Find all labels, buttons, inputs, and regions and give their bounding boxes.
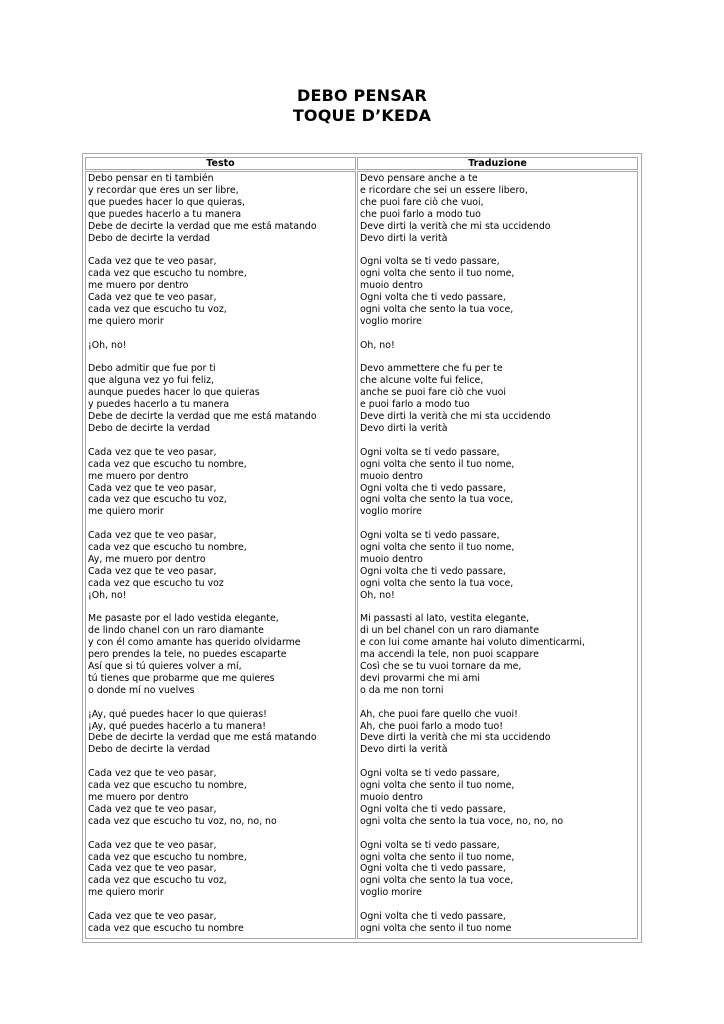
original-line: Cada vez que te veo pasar, (88, 863, 217, 875)
original-stanza (88, 613, 353, 696)
translation-line: Devo dirti la verità (360, 232, 448, 244)
translation-line: muoio dentro (360, 470, 423, 482)
original-line: Cada vez que te veo pasar, (88, 530, 217, 542)
translation-line: Deve dirti la verità che mi sta uccidendo (360, 732, 551, 744)
original-line: ¡Ay, qué puedes hacerlo a tu manera! (88, 720, 266, 732)
original-line: Debe de decirte la verdad que me está matando (88, 732, 317, 744)
original-line: y puedes hacerlo a tu manera (88, 399, 230, 411)
original-line: Cada vez que te veo pasar, (88, 446, 217, 458)
translation-line: Ogni volta che ti vedo passare, (360, 863, 506, 875)
original-line: que puedes hacerlo a tu manera (88, 208, 242, 220)
translation-line: che puoi fare ciò che vuoi, (360, 196, 484, 208)
translation-line: ogni volta che sento la tua voce, no, no, no (360, 815, 564, 827)
original-line: me muero por dentro (88, 470, 189, 482)
original-line: pero prendes la tele, no puedes escaparte (88, 649, 287, 661)
original-line: ¡Oh, no! (88, 589, 127, 601)
original-line: aunque puedes hacer lo que quieras (88, 387, 260, 399)
original-line: cada vez que escucho tu nombre, (88, 458, 247, 470)
column-header-traduzione: Traduzione (357, 157, 638, 170)
translation-line: che puoi farlo a modo tuo (360, 208, 481, 220)
translation-line: Ogni volta che ti vedo passare, (360, 803, 506, 815)
original-line: Debe de decirte la verdad que me está matando (88, 220, 317, 232)
original-line: Debe de decirte la verdad que me está matando (88, 411, 317, 423)
translation-line: Ogni volta se ti vedo passare, (360, 768, 500, 780)
original-line: cada vez que escucho tu voz, (88, 303, 227, 315)
original-line: Cada vez que te veo pasar, (88, 292, 217, 304)
translation-line: che alcune volte fui felice, (360, 375, 484, 387)
original-line: cada vez que escucho tu voz, (88, 875, 227, 887)
original-line: que puedes hacer lo que quieras, (88, 196, 246, 208)
original-line: Me pasaste por el lado vestida elegante, (88, 613, 279, 625)
original-line: Cada vez que te veo pasar, (88, 839, 217, 851)
translation-lyrics-column (357, 171, 638, 939)
translation-line: Ogni volta se ti vedo passare, (360, 839, 500, 851)
original-line: Ay, me muero por dentro (88, 553, 206, 565)
original-line: Cada vez que te veo pasar, (88, 256, 217, 268)
translation-line: Devo pensare anche a te (360, 173, 478, 184)
original-stanza (88, 256, 353, 327)
translation-line: Così che se tu vuoi tornare da me, (360, 661, 522, 673)
translation-line: Ogni volta che ti vedo passare, (360, 292, 506, 304)
translation-line: voglio morire (360, 315, 422, 327)
translation-line: di un bel chanel con un raro diamante (360, 625, 540, 637)
translation-line: ogni volta che sento il tuo nome, (360, 542, 515, 554)
translation-line: ogni volta che sento il tuo nome, (360, 780, 515, 792)
original-line: cada vez que escucho tu nombre, (88, 851, 247, 863)
original-line: me quiero morir (88, 506, 164, 518)
original-line: Cada vez que te veo pasar, (88, 803, 217, 815)
translation-line: Mi passasti al lato, vestita elegante, (360, 613, 530, 625)
original-line: me quiero morir (88, 887, 164, 899)
translation-line: anche se puoi fare ciò che vuoi (360, 387, 506, 399)
translation-stanza (360, 840, 635, 900)
translation-line: muoio dentro (360, 280, 423, 292)
translation-stanza (360, 256, 635, 327)
original-line: me muero por dentro (88, 792, 189, 803)
original-line: me muero por dentro (88, 280, 189, 292)
original-line: ¡Ay, qué puedes hacer lo que quieras! (88, 708, 267, 720)
translation-line: ogni volta che sento la tua voce, (360, 494, 514, 506)
original-stanza (88, 911, 353, 935)
original-line: Cada vez que te veo pasar, (88, 482, 217, 494)
original-line: Cada vez que te veo pasar, (88, 911, 217, 923)
translation-line: ogni volta che sento il tuo nome, (360, 851, 515, 863)
translation-stanza (360, 709, 635, 757)
translation-line: ma accendi la tele, non puoi scappare (360, 649, 539, 661)
translation-line: e con lui come amante hai voluto dimenticarmi, (360, 637, 585, 649)
lyrics-table (82, 153, 642, 943)
translation-line: Ogni volta che ti vedo passare, (360, 911, 506, 923)
original-stanza (88, 840, 353, 900)
translation-line: Ogni volta se ti vedo passare, (360, 530, 500, 542)
original-line: cada vez que escucho tu nombre, (88, 542, 247, 554)
original-line: Debo admitir que fue por ti (88, 363, 216, 375)
original-stanza (88, 768, 353, 828)
original-line: cada vez que escucho tu nombre, (88, 268, 247, 280)
translation-line: Deve dirti la verità che mi sta uccidendo (360, 411, 551, 423)
original-line: Debo de decirte la verdad (88, 422, 211, 434)
translation-line: Ogni volta che ti vedo passare, (360, 482, 506, 494)
translation-line: o da me non torni (360, 684, 444, 696)
original-line: cada vez que escucho tu voz (88, 577, 224, 589)
original-line: cada vez que escucho tu voz, (88, 494, 227, 506)
translation-line: e puoi farlo a modo tuo (360, 399, 470, 411)
original-line: Debo pensar en ti también (88, 173, 214, 184)
original-line: de lindo chanel con un raro diamante (88, 625, 264, 637)
original-line: tú tienes que probarme que me quieres (88, 672, 275, 684)
translation-line: Oh, no! (360, 589, 395, 601)
translation-line: e ricordare che sei un essere libero, (360, 184, 528, 196)
original-stanza (88, 447, 353, 518)
translation-stanza (360, 173, 635, 244)
original-line: me quiero morir (88, 315, 164, 327)
translation-stanza (360, 613, 635, 696)
translation-line: ogni volta che sento il tuo nome (360, 922, 512, 934)
translation-line: Devo ammettere che fu per te (360, 363, 503, 375)
original-line: y con él como amante has querido olvidarme (88, 637, 301, 649)
original-line: que alguna vez yo fui feliz, (88, 375, 215, 387)
original-line: cada vez que escucho tu nombre (88, 922, 244, 934)
translation-stanza (360, 768, 635, 828)
translation-stanza (360, 911, 635, 935)
translation-line: ogni volta che sento il tuo nome, (360, 458, 515, 470)
translation-line: Deve dirti la verità che mi sta uccidendo (360, 220, 551, 232)
original-line: Cada vez que te veo pasar, (88, 768, 217, 780)
original-stanza (88, 340, 353, 352)
original-line: y recordar que eres un ser libre, (88, 184, 239, 196)
translation-stanza (360, 530, 635, 601)
translation-line: Ah, che puoi farlo a modo tuo! (360, 720, 503, 732)
translation-line: ogni volta che sento la tua voce, (360, 875, 514, 887)
translation-line: ogni volta che sento la tua voce, (360, 303, 514, 315)
translation-line: Ogni volta se ti vedo passare, (360, 446, 500, 458)
translation-line: muoio dentro (360, 792, 423, 803)
translation-line: voglio morire (360, 506, 422, 518)
translation-line: Devo dirti la verità (360, 422, 448, 434)
original-line: Cada vez que te veo pasar, (88, 565, 217, 577)
artist-name: TOQUE D’KEDA (292, 106, 432, 125)
document-header (0, 86, 724, 126)
translation-line: Ogni volta se ti vedo passare, (360, 256, 500, 268)
translation-line: Ah, che puoi fare quello che vuoi! (360, 708, 518, 720)
original-line: Debo de decirte la verdad (88, 744, 211, 756)
translation-line: Devo dirti la verità (360, 744, 448, 756)
original-stanza (88, 173, 353, 244)
translation-line: Oh, no! (360, 339, 395, 351)
original-line: o donde mí no vuelves (88, 684, 195, 696)
translation-line: devi provarmi che mi ami (360, 672, 480, 684)
original-line: Así que si tú quieres volver a mí, (88, 661, 242, 673)
translation-line: ogni volta che sento il tuo nome, (360, 268, 515, 280)
translation-line: voglio morire (360, 887, 422, 899)
translation-line: muoio dentro (360, 553, 423, 565)
song-title: DEBO PENSAR (296, 86, 428, 105)
column-header-testo: Testo (85, 157, 356, 170)
translation-line: Ogni volta che ti vedo passare, (360, 565, 506, 577)
original-line: Debo de decirte la verdad (88, 232, 211, 244)
original-stanza (88, 530, 353, 601)
translation-stanza (360, 363, 635, 434)
translation-line: ogni volta che sento la tua voce, (360, 577, 514, 589)
translation-stanza (360, 340, 635, 352)
original-stanza (88, 363, 353, 434)
original-line: ¡Oh, no! (88, 339, 127, 351)
original-lyrics-column (85, 171, 356, 939)
translation-stanza (360, 447, 635, 518)
original-line: cada vez que escucho tu voz, no, no, no (88, 815, 277, 827)
original-line: cada vez que escucho tu nombre, (88, 780, 247, 792)
original-stanza (88, 709, 353, 757)
